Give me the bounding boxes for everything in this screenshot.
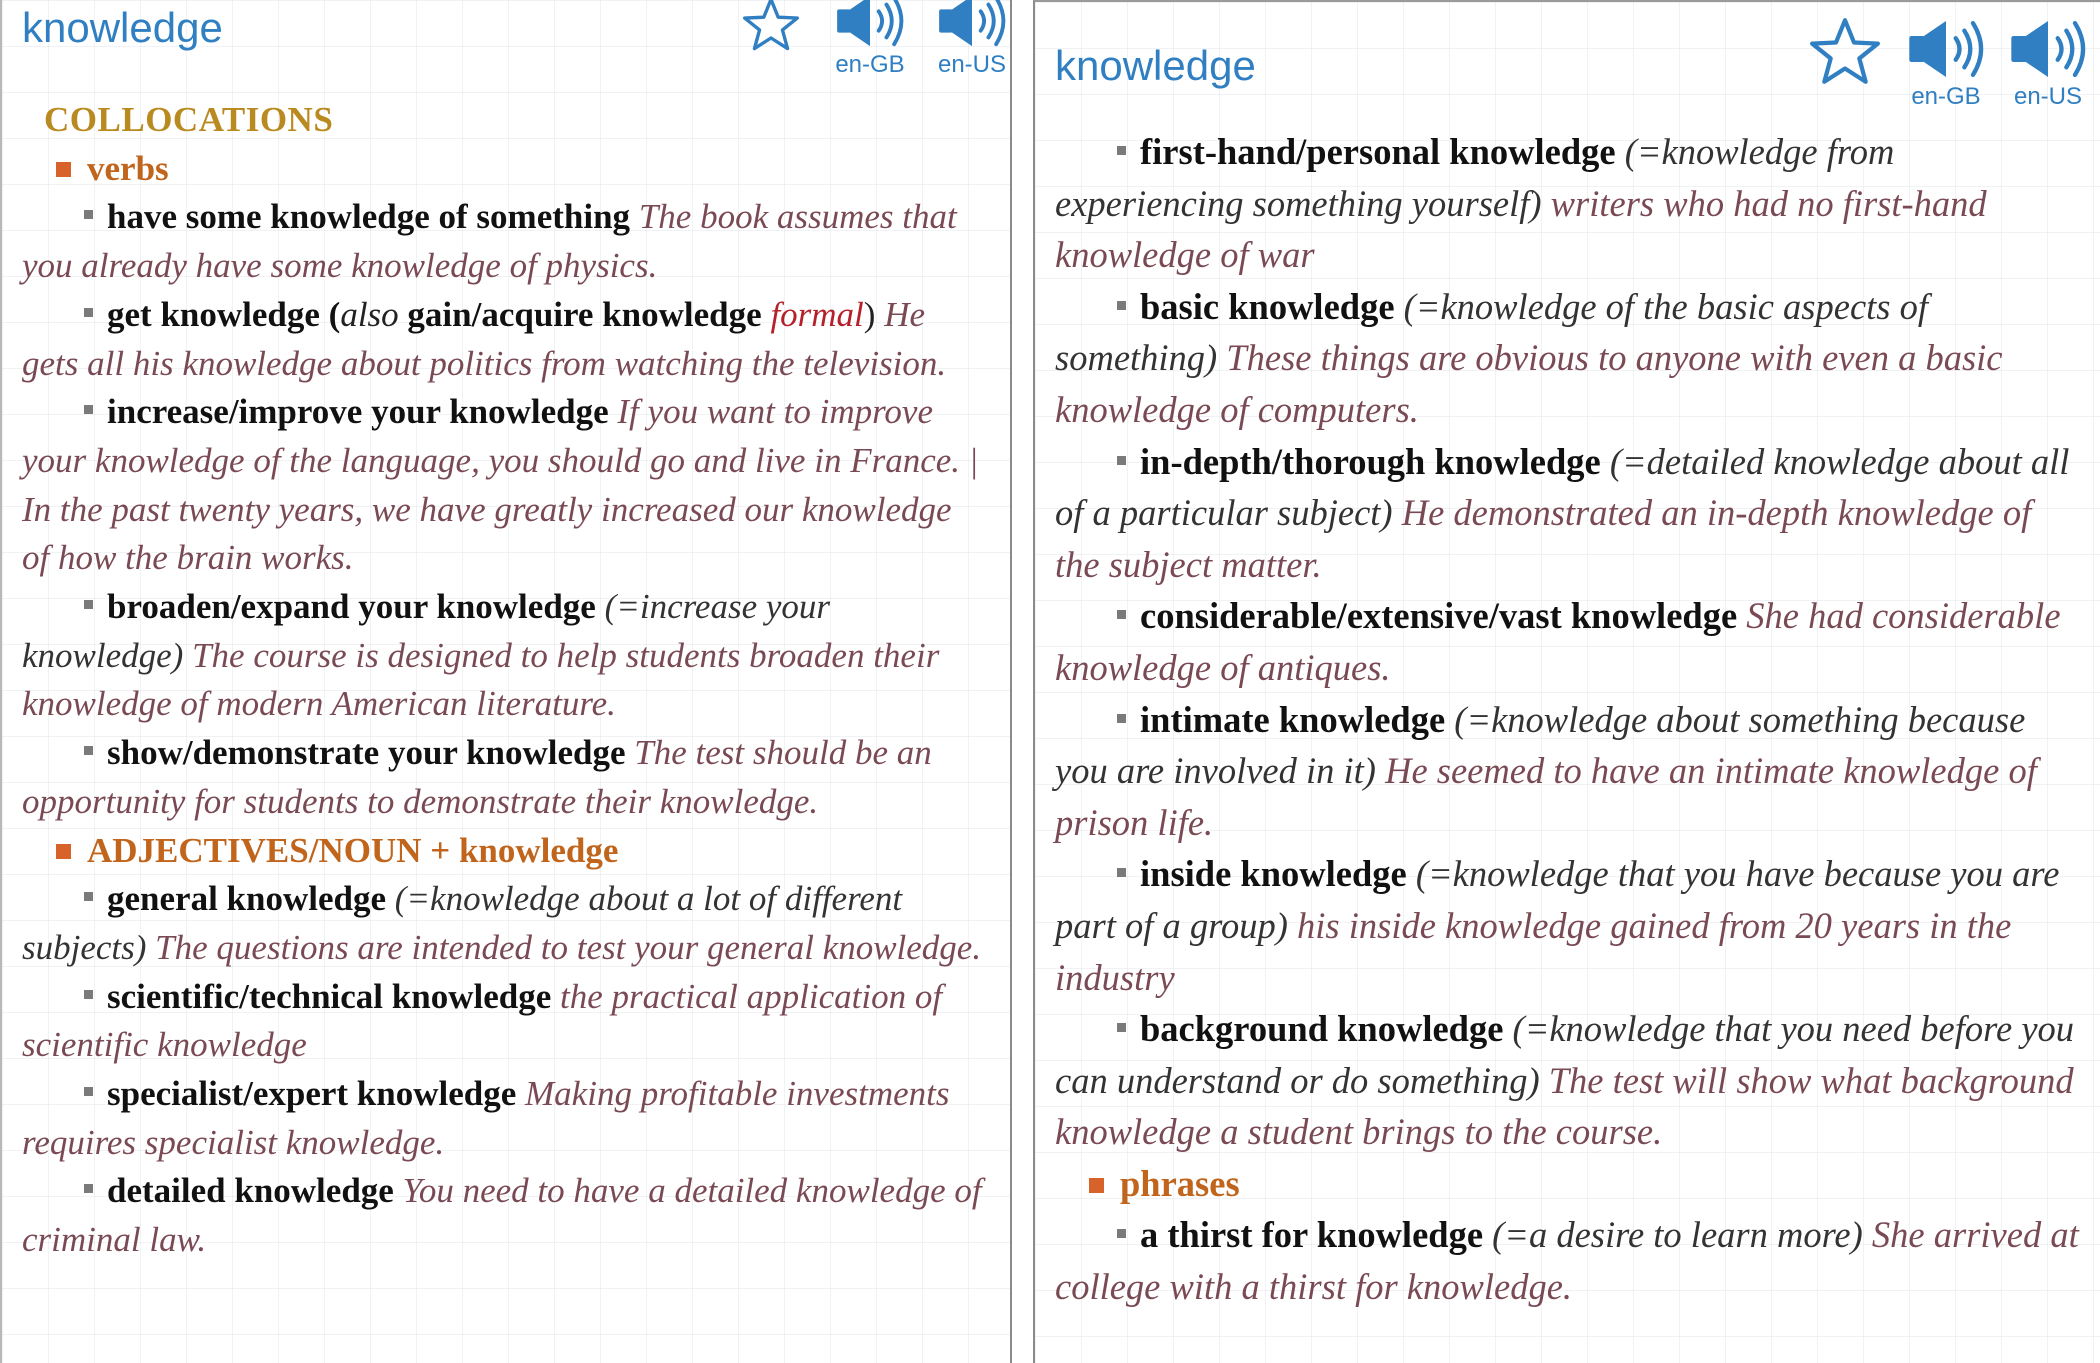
- collocation-phrase: first-hand/personal knowledge: [1140, 131, 1616, 172]
- collocation-phrase: background knowledge: [1140, 1008, 1504, 1050]
- speaker-icon: [1905, 16, 1987, 82]
- section-heading-adjectives: [22, 827, 982, 876]
- collocation-entry: [22, 1070, 982, 1167]
- bullet-icon: [84, 210, 93, 219]
- bullet-icon: [84, 1184, 93, 1193]
- example-sentence: You need to have a detailed knowledge of criminal law.: [22, 1171, 982, 1260]
- collocation-entry: [22, 973, 982, 1070]
- section-square-icon: [1089, 1178, 1104, 1193]
- collocation-entry: [1055, 436, 2080, 591]
- collocation-entry: [22, 583, 982, 729]
- entry-content: [1055, 126, 2080, 1313]
- panel-gutter: [1012, 0, 1033, 1363]
- star-icon: [736, 0, 806, 52]
- favorite-button[interactable]: [736, 0, 806, 52]
- collocation-phrase: intimate knowledge: [1140, 698, 1446, 740]
- bullet-icon: [1117, 610, 1126, 619]
- collocation-entry: [1055, 281, 2080, 436]
- entry-content: [22, 96, 982, 1265]
- example-sentence: He gets all his knowledge about politics from watching the television.: [22, 294, 947, 383]
- section-title: ADJECTIVES/NOUN + knowledge: [87, 830, 619, 870]
- entry-toolbar: [736, 0, 1010, 78]
- audio-en-gb-label: en-GB: [835, 51, 905, 78]
- collocation-entry: [1055, 694, 2080, 849]
- collocation-phrase: a thirst for knowledge: [1140, 1214, 1484, 1256]
- definition-gloss: (=detailed knowledge about all of a particular subject): [1055, 440, 2070, 534]
- headword-title: knowledge: [1055, 42, 1256, 89]
- example-sentence: Making profitable investments requires specialist knowledge.: [22, 1074, 950, 1162]
- definition-gloss: (=knowledge from experiencing something yourself): [1055, 131, 1895, 224]
- collocation-phrase: have some knowledge of something: [107, 197, 631, 237]
- bullet-icon: [84, 405, 93, 414]
- example-sentence: He demonstrated an in-depth knowledge of the subject matter.: [1055, 492, 2032, 585]
- paren-close: ): [863, 294, 876, 334]
- example-sentence: The test will show what background knowledge a student brings to the course.: [1055, 1059, 2074, 1153]
- definition-gloss: (=knowledge of the basic aspects of something): [1055, 285, 1929, 379]
- collocation-entry: [1055, 590, 2080, 693]
- register-label: formal: [770, 294, 864, 334]
- audio-en-gb-button[interactable]: [832, 0, 908, 78]
- collocation-phrase: get knowledge: [107, 294, 320, 334]
- collocation-phrase: scientific/technical knowledge: [107, 976, 552, 1016]
- entry-toolbar: [1805, 16, 2089, 110]
- example-sentence: The course is designed to help students broaden their knowledge of modern American literature.: [22, 635, 940, 724]
- definition-gloss: (=knowledge about something because you are involved in it): [1055, 698, 2026, 792]
- audio-en-us-button[interactable]: [2007, 16, 2089, 110]
- bullet-icon: [1117, 1023, 1126, 1032]
- collocation-entry: [22, 291, 982, 388]
- bullet-icon: [84, 308, 93, 317]
- collocation-entry: [22, 388, 982, 583]
- bullet-icon: [1117, 1229, 1126, 1238]
- bullet-icon: [1117, 146, 1126, 155]
- bullet-icon: [84, 990, 93, 999]
- audio-en-gb-label: en-GB: [1911, 83, 1981, 110]
- headword-title: knowledge: [22, 4, 223, 51]
- collocations-heading: COLLOCATIONS: [44, 100, 334, 139]
- definition-gloss: (=knowledge that you need before you can understand or do something): [1055, 1008, 2075, 1101]
- example-sentence: The questions are intended to test your general knowledge.: [155, 927, 982, 967]
- speaker-icon: [934, 0, 1010, 50]
- speaker-icon: [2007, 16, 2089, 82]
- collocation-variant: gain/acquire knowledge: [398, 294, 771, 334]
- section-square-icon: [56, 844, 71, 859]
- collocation-entry: [1055, 848, 2080, 1003]
- example-sentence: The test should be an opportunity for students to demonstrate their knowledge.: [22, 733, 932, 821]
- definition-gloss: (=knowledge about a lot of different subjects): [22, 879, 903, 967]
- paren-open: (: [319, 294, 341, 334]
- collocation-phrase: broaden/expand your knowledge: [107, 587, 596, 627]
- bullet-icon: [84, 892, 93, 901]
- collocation-entry: [22, 875, 982, 972]
- example-sentence: She arrived at college with a thirst for knowledge.: [1055, 1214, 2079, 1308]
- audio-en-us-label: en-US: [937, 51, 1007, 78]
- definition-gloss: (=a desire to learn more): [1492, 1214, 1863, 1256]
- audio-en-gb-button[interactable]: [1905, 16, 1987, 110]
- example-sentence: his inside knowledge gained from 20 years in the industry: [1055, 904, 2012, 998]
- dictionary-panel-left: [0, 0, 1012, 1363]
- example-sentence: The book assumes that you already have some knowledge of physics.: [22, 197, 957, 286]
- definition-gloss: (=knowledge that you have because you are part of a group): [1055, 853, 2060, 946]
- collocation-phrase: basic knowledge: [1140, 285, 1395, 327]
- collocation-phrase: specialist/expert knowledge: [107, 1074, 517, 1114]
- example-sentence: She had considerable knowledge of antiques.: [1055, 595, 2061, 688]
- collocation-phrase: in-depth/thorough knowledge: [1140, 440, 1601, 482]
- audio-en-us-button[interactable]: [934, 0, 1010, 78]
- collocation-entry: [1055, 1003, 2080, 1158]
- bullet-icon: [1117, 301, 1126, 310]
- dictionary-panel-right: [1033, 0, 2100, 1363]
- section-heading-phrases: [1055, 1158, 2080, 1210]
- example-sentence: He seemed to have an intimate knowledge of prison life.: [1055, 750, 2037, 843]
- collocation-entry: [22, 1167, 982, 1264]
- audio-en-us-label: en-US: [2013, 83, 2083, 110]
- section-heading-verbs: [22, 145, 982, 194]
- bullet-icon: [84, 746, 93, 755]
- collocation-phrase: general knowledge: [107, 879, 387, 919]
- star-icon: [1805, 16, 1885, 86]
- example-sentence: These things are obvious to anyone with even a basic knowledge of computers.: [1055, 337, 2003, 430]
- definition-gloss: (=increase your knowledge): [22, 587, 831, 675]
- collocation-phrase: inside knowledge: [1140, 853, 1407, 895]
- bullet-icon: [84, 1087, 93, 1096]
- collocation-entry: [22, 729, 982, 826]
- example-sentence: writers who had no first-hand knowledge of war: [1055, 182, 1987, 276]
- collocation-entry: [22, 193, 982, 290]
- collocation-entry: [1055, 1209, 2080, 1312]
- speaker-icon: [832, 0, 908, 50]
- example-sentence: the practical application of scientific knowledge: [22, 976, 943, 1065]
- bullet-icon: [1117, 456, 1126, 465]
- collocation-phrase: show/demonstrate your knowledge: [107, 733, 626, 773]
- favorite-button[interactable]: [1805, 16, 1885, 86]
- bullet-icon: [84, 600, 93, 609]
- also-label: also: [340, 294, 399, 334]
- bullet-icon: [1117, 868, 1126, 877]
- collocation-phrase: detailed knowledge: [107, 1171, 394, 1211]
- section-title: phrases: [1120, 1162, 1240, 1204]
- collocation-phrase: increase/improve your knowledge: [107, 392, 609, 432]
- bullet-icon: [1117, 714, 1126, 723]
- collocation-phrase: considerable/extensive/vast knowledge: [1140, 595, 1738, 637]
- section-square-icon: [56, 162, 71, 177]
- section-title: verbs: [87, 148, 169, 188]
- collocation-entry: [1055, 126, 2080, 281]
- example-sentence: If you want to improve your knowledge of the language, you should go and live in France. | In the past twenty years, we have greatly increased our knowledge of how the brain works.: [22, 392, 979, 578]
